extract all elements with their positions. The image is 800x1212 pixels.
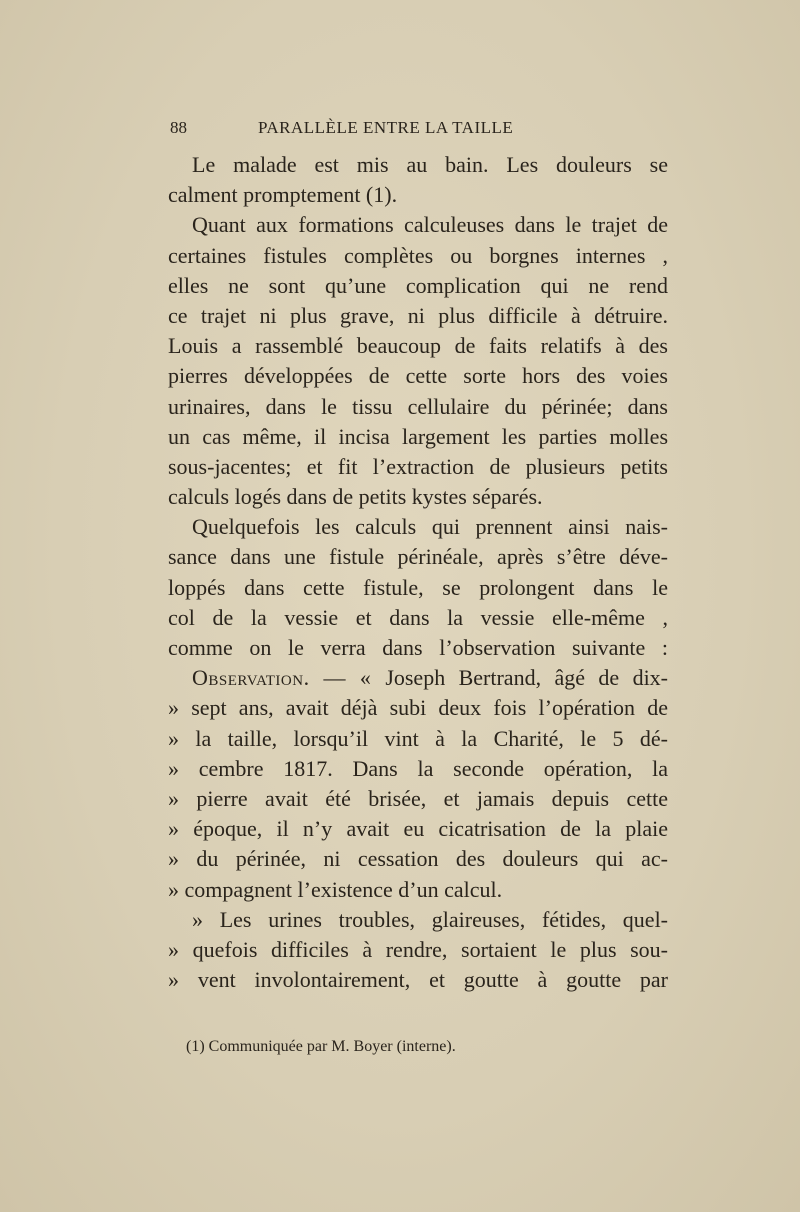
text-line bbox=[168, 361, 668, 391]
line-text: Quelquefois les calculs qui prennent ainsi nais- bbox=[192, 514, 668, 540]
line-text: sept ans, avait déjà subi deux fois l’opération de bbox=[191, 695, 668, 721]
line-text: du périnée, ni cessation des douleurs qui ac- bbox=[196, 846, 669, 872]
text-line bbox=[168, 542, 668, 572]
text-line bbox=[168, 573, 668, 603]
line-text: compagnent l’existence d’un calcul. bbox=[184, 876, 503, 902]
body-text bbox=[168, 150, 668, 995]
text-line bbox=[168, 210, 668, 240]
text-line bbox=[168, 301, 668, 331]
line-text: col de la vessie et dans la vessie elle-même , bbox=[168, 604, 668, 630]
line-text: époque, il n’y avait eu cicatrisation de la plaie bbox=[193, 816, 669, 842]
line-text: Quant aux formations calculeuses dans le trajet de bbox=[192, 212, 668, 238]
line-text: sous-jacentes; et fit l’extraction de plusieurs petits bbox=[168, 453, 668, 479]
line-text: sance dans une fistule périnéale, après s’être déve- bbox=[168, 544, 668, 570]
line-text: pierres développées de cette sorte hors des voies bbox=[168, 363, 668, 389]
running-title: PARALLÈLE ENTRE LA TAILLE bbox=[258, 118, 514, 137]
text-line bbox=[168, 603, 668, 633]
line-text: Le malade est mis au bain. Les douleurs se bbox=[192, 152, 668, 177]
text-line bbox=[168, 422, 668, 452]
line-text: un cas même, il incisa largement les parties molles bbox=[168, 423, 668, 449]
text-line bbox=[168, 633, 668, 663]
text-line bbox=[168, 180, 668, 210]
text-line bbox=[168, 754, 668, 784]
line-text: loppés dans cette fistule, se prolongent dans le bbox=[168, 574, 668, 600]
page-number: 88 bbox=[170, 118, 187, 137]
page-header bbox=[170, 118, 668, 142]
text-line bbox=[168, 814, 668, 844]
line-text: calculs logés dans de petits kystes séparés. bbox=[168, 484, 543, 510]
text-line bbox=[168, 663, 668, 693]
line-text: Les urines troubles, glaireuses, fétides, quel- bbox=[219, 906, 669, 932]
line-text: pierre avait été brisée, et jamais depuis cette bbox=[196, 785, 669, 811]
text-line bbox=[168, 724, 668, 754]
line-text: comme on le verra dans l’observation suivante : bbox=[168, 635, 668, 660]
line-text: Joseph Bertrand, âgé de dix- bbox=[385, 665, 669, 691]
text-line bbox=[168, 512, 668, 542]
text-line bbox=[168, 271, 668, 301]
text-line bbox=[168, 905, 668, 935]
text-line bbox=[168, 241, 668, 271]
line-text: certaines fistules complètes ou borgnes internes , bbox=[168, 242, 668, 268]
text-line bbox=[168, 693, 668, 723]
line-text: cembre 1817. Dans la seconde opération, la bbox=[198, 755, 668, 781]
line-text: elles ne sont qu’une complication qui ne rend bbox=[168, 272, 668, 298]
line-text: quefois difficiles à rendre, sortaient le plus sou- bbox=[192, 936, 669, 962]
line-text: Louis a rassemblé beaucoup de faits relatifs à des bbox=[168, 333, 668, 359]
line-text: ce trajet ni plus grave, ni plus difficile à détruire. bbox=[168, 302, 668, 328]
text-line bbox=[168, 482, 668, 512]
text-line bbox=[168, 392, 668, 422]
text-line bbox=[168, 965, 668, 995]
observation-heading: Observation. — « bbox=[192, 665, 386, 691]
line-text: urinaires, dans le tissu cellulaire du périnée; dans bbox=[168, 393, 668, 419]
text-line bbox=[168, 331, 668, 361]
text-line bbox=[168, 150, 668, 180]
footnote: (1) Communiquée par M. Boyer (interne). bbox=[186, 1038, 456, 1055]
line-text: calment promptement (1). bbox=[168, 182, 398, 208]
text-line bbox=[168, 784, 668, 814]
line-text: vent involontairement, et goutte à goutte par bbox=[197, 967, 669, 993]
text-line bbox=[168, 452, 668, 482]
line-text: la taille, lorsqu’il vint à la Charité, le 5 dé- bbox=[195, 725, 669, 751]
text-line bbox=[168, 935, 668, 965]
text-line bbox=[168, 875, 668, 905]
text-line bbox=[168, 844, 668, 874]
